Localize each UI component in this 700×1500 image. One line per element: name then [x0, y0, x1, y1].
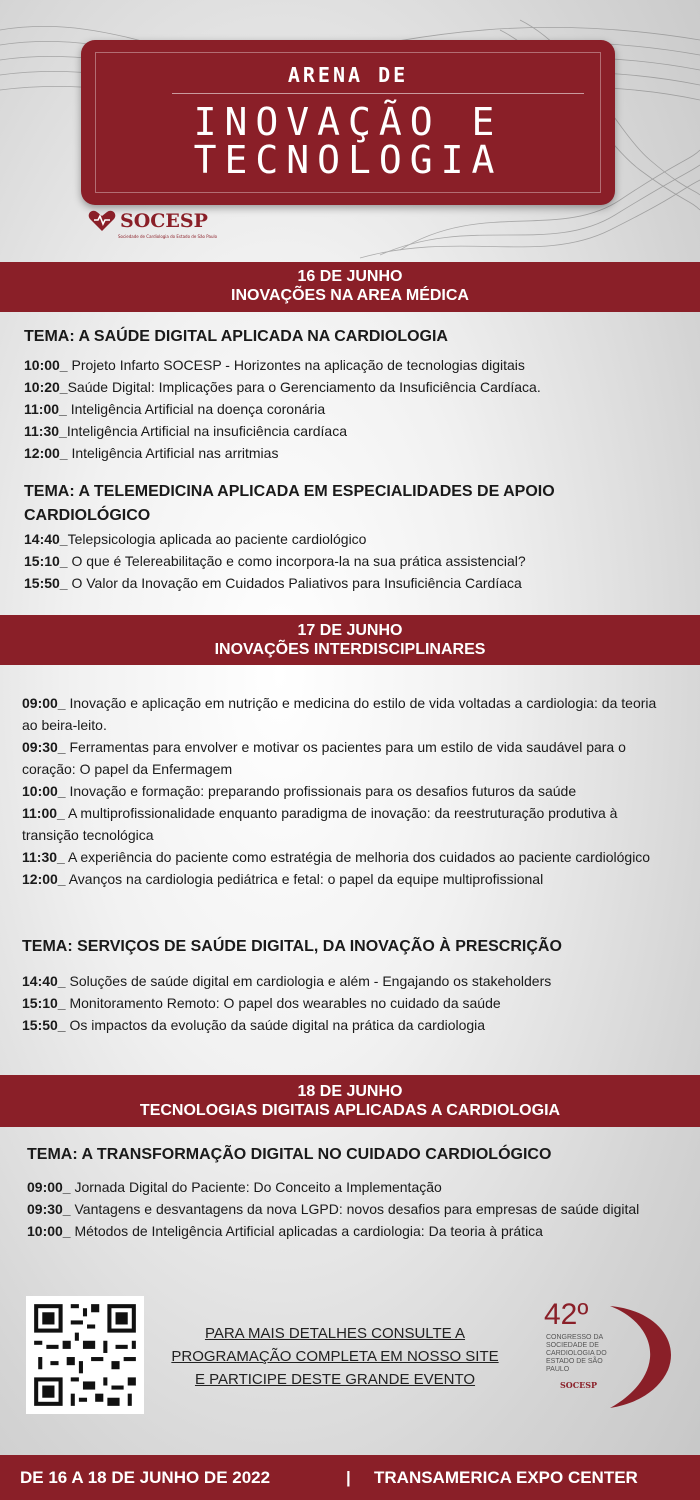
schedule-list [22, 692, 672, 890]
item-time: 15:10_ [22, 995, 66, 1011]
item-time: 10:20_ [24, 379, 68, 395]
event-title-box [81, 40, 615, 205]
schedule-item [24, 354, 684, 376]
item-text: Inteligência Artificial nas arritmias [67, 445, 279, 461]
theme-title: TEMA: A TELEMEDICINA APLICADA EM ESPECIALIDADES DE APOIO CARDIOLÓGICO [24, 483, 555, 524]
congress-brand: SOCESP [560, 1380, 598, 1390]
item-time: 15:10_ [24, 553, 68, 569]
item-time: 12:00_ [22, 871, 66, 887]
qr-code-icon [26, 1296, 144, 1414]
schedule-item [22, 970, 682, 992]
schedule-item [24, 528, 684, 550]
schedule-item [24, 420, 684, 442]
item-text: A multiprofissionalidade enquanto paradigma de inovação: da reestruturação produtiva à transição tecnológica [22, 805, 618, 843]
theme-title: TEMA: A SAÚDE DIGITAL APLICADA NA CARDIOLOGIA [24, 328, 448, 345]
item-text: O Valor da Inovação em Cuidados Paliativos para Insuficiência Cardíaca [67, 575, 522, 591]
item-text: Vantagens e desvantagens da nova LGPD: novos desafios para empresas de saúde digital [70, 1201, 640, 1217]
footer-bar [0, 1455, 700, 1500]
item-time: 12:00_ [24, 445, 68, 461]
theme-title: TEMA: SERVIÇOS DE SAÚDE DIGITAL, DA INOVAÇÃO À PRESCRIÇÃO [22, 938, 562, 955]
cta-line: E PARTICIPE DESTE GRANDE EVENTO [194, 1371, 476, 1388]
schedule-list [22, 970, 682, 1036]
item-text: Jornada Digital do Paciente: Do Conceito a Implementação [70, 1179, 442, 1195]
item-text: A experiência do paciente como estratégia de melhoria dos cuidados ao paciente cardiológico [64, 849, 651, 865]
more-info-link[interactable] [165, 1322, 505, 1391]
item-time: 11:30_ [22, 849, 65, 865]
schedule-list [24, 528, 684, 594]
day-header-18-junho [0, 1075, 700, 1127]
logo-tagline: Sociedade de Cardiologia do Estado de São Paulo [118, 234, 218, 239]
item-time: 15:50_ [22, 1017, 66, 1033]
schedule-item [27, 1220, 677, 1242]
item-time: 10:00_ [24, 357, 68, 373]
schedule-item [24, 442, 684, 464]
day-header-17-junho [0, 615, 700, 665]
item-text: Monitoramento Remoto: O papel dos wearables no cuidado da saúde [65, 995, 501, 1011]
schedule-item [22, 868, 672, 890]
logo-brand-text: SOCESP [120, 210, 208, 232]
day-subtitle: INOVAÇÕES NA AREA MÉDICA [231, 287, 469, 304]
item-time: 15:50_ [24, 575, 68, 591]
qr-code[interactable] [26, 1296, 144, 1414]
item-time: 14:40_ [24, 531, 68, 547]
item-time: 11:00_ [24, 401, 67, 417]
schedule-item [24, 398, 684, 420]
item-time: 11:00_ [22, 805, 65, 821]
schedule-item [24, 550, 684, 572]
footer-separator: | [346, 1468, 351, 1487]
schedule-item [27, 1176, 677, 1198]
schedule-item [22, 736, 672, 780]
title-top-line: ARENA DE [287, 63, 409, 87]
day-date: 18 DE JUNHO [297, 1083, 403, 1100]
item-time: 09:30_ [22, 739, 66, 755]
theme-title: TEMA: A TRANSFORMAÇÃO DIGITAL NO CUIDADO CARDIOLÓGICO [27, 1146, 552, 1163]
item-text: Inovação e aplicação em nutrição e medicina do estilo de vida voltadas a cardiologia: da teoria ao beira-leito. [22, 695, 657, 733]
cta-line: PARA MAIS DETALHES CONSULTE A [204, 1325, 466, 1342]
item-time: 14:40_ [22, 973, 66, 989]
schedule-item [24, 572, 684, 594]
item-text: Telepsicologia aplicada ao paciente cardiológico [67, 531, 367, 547]
item-time: 09:00_ [27, 1179, 71, 1195]
heart-logo-icon [88, 210, 116, 232]
schedule-item [22, 802, 672, 846]
schedule-item [24, 376, 684, 398]
schedule-item [22, 992, 682, 1014]
day-header-16-junho [0, 262, 700, 312]
congress-name: CONGRESSO DA SOCIEDADE DE CARDIOLOGIA DO ESTADO DE SÃO PAULO [546, 1334, 607, 1373]
item-time: 09:30_ [27, 1201, 71, 1217]
item-text: Saúde Digital: Implicações para o Gerenciamento da Insuficiência Cardíaca. [67, 379, 541, 395]
item-time: 11:30_ [24, 423, 67, 439]
day-date: 17 DE JUNHO [297, 622, 403, 639]
item-text: O que é Telereabilitação e como incorpora-la na sua prática assistencial? [67, 553, 526, 569]
item-text: Inteligência Artificial na doença coronária [66, 401, 326, 417]
schedule-item [22, 846, 672, 868]
footer-venue: TRANSAMERICA EXPO CENTER [374, 1468, 638, 1487]
schedule-list [24, 354, 684, 464]
schedule-item [27, 1198, 677, 1220]
item-time: 10:00_ [22, 783, 66, 799]
day-date: 16 DE JUNHO [297, 268, 403, 285]
item-text: Projeto Infarto SOCESP - Horizontes na aplicação de tecnologias digitais [67, 357, 525, 373]
item-text: Métodos de Inteligência Artificial aplicadas a cardiologia: Da teoria à prática [70, 1223, 543, 1239]
title-frame [95, 52, 601, 193]
congress-logo [540, 1300, 680, 1410]
schedule-item [22, 1014, 682, 1036]
socesp-logo [88, 210, 218, 242]
item-text: Inteligência Artificial na insuficiência cardíaca [66, 423, 347, 439]
congress-edition: 42º [544, 1298, 589, 1331]
schedule-item [22, 692, 672, 736]
day-subtitle: INOVAÇÕES INTERDISCIPLINARES [214, 641, 486, 658]
day-subtitle: TECNOLOGIAS DIGITAIS APLICADAS A CARDIOLOGIA [139, 1102, 561, 1119]
cta-line: PROGRAMAÇÃO COMPLETA EM NOSSO SITE [171, 1348, 499, 1365]
item-time: 10:00_ [27, 1223, 71, 1239]
schedule-item [22, 780, 672, 802]
item-text: Inovação e formação: preparando profissionais para os desafios futuros da saúde [65, 783, 577, 799]
item-text: Ferramentas para envolver e motivar os pacientes para um estilo de vida saudável para o coração: O papel da Enfermagem [22, 739, 626, 777]
item-time: 09:00_ [22, 695, 66, 711]
event-title: INOVAÇÃO E TECNOLOGIA [193, 100, 503, 182]
item-text: Soluções de saúde digital em cardiologia e além - Engajando os stakeholders [65, 973, 552, 989]
title-divider [172, 93, 584, 94]
schedule-list [27, 1176, 677, 1242]
item-text: Os impactos da evolução da saúde digital na prática da cardiologia [65, 1017, 486, 1033]
item-text: Avanços na cardiologia pediátrica e fetal: o papel da equipe multiprofissional [65, 871, 544, 887]
footer-dates: DE 16 A 18 DE JUNHO DE 2022 [20, 1468, 271, 1487]
